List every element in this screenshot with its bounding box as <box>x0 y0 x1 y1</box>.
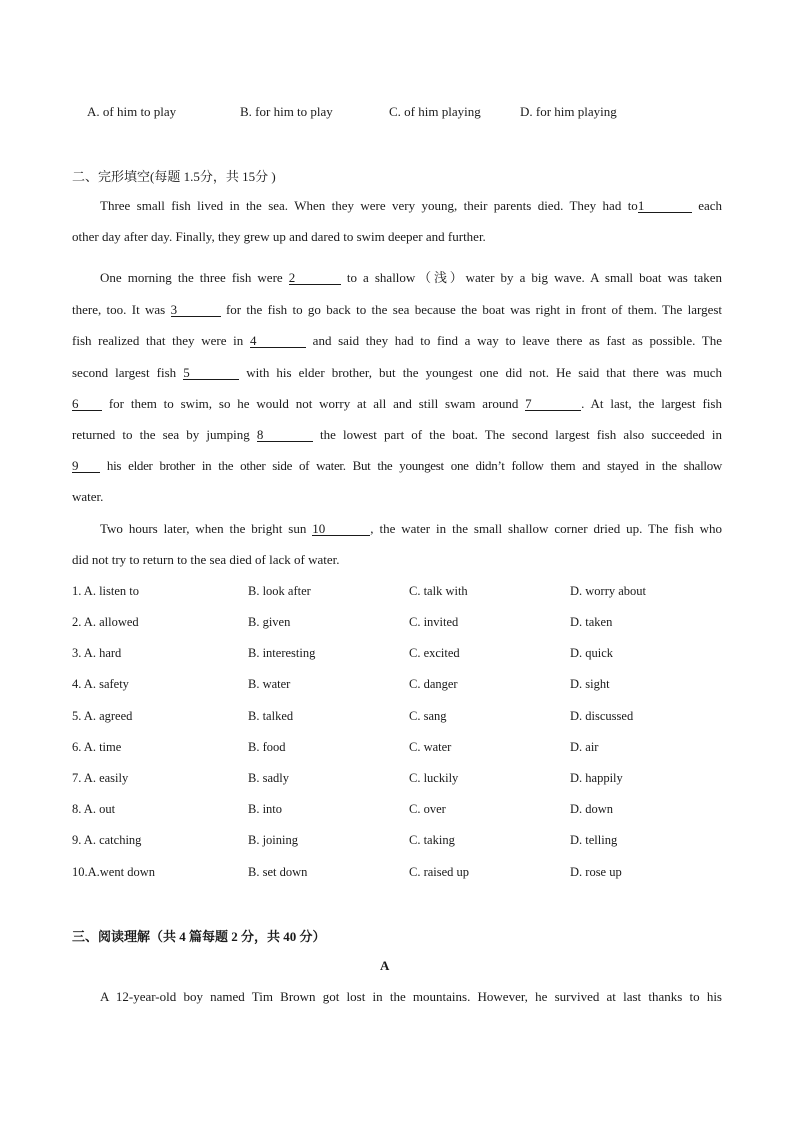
option-b: B. joining <box>248 833 299 847</box>
option-b: B. interesting <box>248 646 316 660</box>
option-b: B. look after <box>248 584 311 598</box>
text-run: fish realized that they were in <box>72 333 244 348</box>
paragraph-line <box>72 267 722 286</box>
paragraph-line <box>72 198 722 214</box>
option-a: 7. A. easily <box>72 771 129 785</box>
paragraph-line <box>72 427 722 443</box>
option-c: C. excited <box>409 646 460 660</box>
blank-5: 5 <box>183 366 239 380</box>
text-run: Two hours later, when the bright sun <box>100 521 307 536</box>
paragraph-line: water. <box>72 489 104 504</box>
text-run: his elder brother in the other side of water. But the youngest one didn’t follow them and stayed in the shallow <box>106 458 722 473</box>
option-d: D. air <box>570 740 599 754</box>
option-d: D. discussed <box>570 709 634 723</box>
option-d: D. quick <box>570 646 614 660</box>
option-c: C. over <box>409 802 446 816</box>
option-c: C. talk with <box>409 584 468 598</box>
text-run: there, too. It was <box>72 302 166 317</box>
option-c: C. sang <box>409 709 447 723</box>
text-run: the lowest part of the boat. The second largest fish also succeeded in <box>319 427 723 442</box>
option-d: D. telling <box>570 833 618 847</box>
paragraph-line <box>72 365 722 381</box>
option-a: 3. A. hard <box>72 646 122 660</box>
option-d: D. down <box>570 802 614 816</box>
blank-10: 10 <box>312 522 370 536</box>
paragraph-line <box>72 521 722 537</box>
text-run: with his elder brother, but the youngest one did not. He said that there was much <box>246 365 723 380</box>
text-run: each <box>698 198 722 213</box>
text-run: , the water in the small shallow corner dried up. The fish who <box>370 521 723 536</box>
blank-7: 7 <box>525 397 581 411</box>
text-run: to a shallow（浅）water by a big wave. A small boat was taken <box>346 270 723 285</box>
paragraph-line: did not try to return to the sea died of lack of water. <box>72 552 340 567</box>
option-c: C. raised up <box>409 865 470 879</box>
option-d: D. happily <box>570 771 623 785</box>
option-a: 9. A. catching <box>72 833 142 847</box>
option-a: 1. A. listen to <box>72 584 140 598</box>
paragraph-line <box>72 989 722 1005</box>
option-d: D. for him playing <box>520 104 617 119</box>
blank-2: 2 <box>289 271 341 285</box>
blank-4: 4 <box>250 334 306 348</box>
option-b: B. set down <box>248 865 308 879</box>
option-b: B. talked <box>248 709 294 723</box>
option-b: B. given <box>248 615 291 629</box>
passage-title: A <box>380 958 390 973</box>
blank-9: 9 <box>72 459 100 473</box>
paragraph-line <box>72 458 722 474</box>
text-run: A 12-year-old boy named Tim Brown got lost in the mountains. However, he survived at last thanks to his <box>100 989 722 1004</box>
section-heading-cloze: 二、完形填空(每题 1.5分，共 15分 ) <box>72 169 276 184</box>
option-d: D. rose up <box>570 865 622 879</box>
option-b: B. into <box>248 802 283 816</box>
text-run: and said they had to find a way to leave there as fast as possible. The <box>312 333 723 348</box>
option-d: D. worry about <box>570 584 647 598</box>
paragraph-line: other day after day. Finally, they grew up and dared to swim deeper and further. <box>72 229 486 244</box>
option-a: 2. A. allowed <box>72 615 139 629</box>
option-b: B. sadly <box>248 771 289 785</box>
option-d: D. taken <box>570 615 613 629</box>
option-a: 10.A.went down <box>72 865 155 879</box>
option-b: B. for him to play <box>240 104 333 119</box>
blank-1: 1 <box>638 199 692 213</box>
text-run: second largest fish <box>72 365 177 380</box>
text-run: for the fish to go back to the sea because the boat was right in front of them. The largest <box>225 302 723 317</box>
option-c: C. danger <box>409 677 458 691</box>
option-a: 5. A. agreed <box>72 709 133 723</box>
text-run: returned to the sea by jumping <box>72 427 250 442</box>
option-b: B. water <box>248 677 291 691</box>
paragraph-line <box>72 333 722 349</box>
option-a: 6. A. time <box>72 740 122 754</box>
option-a: 4. A. safety <box>72 677 129 691</box>
option-c: C. of him playing <box>389 104 481 119</box>
blank-8: 8 <box>257 428 313 442</box>
text-run: One morning the three fish were <box>100 270 283 285</box>
option-b: B. food <box>248 740 286 754</box>
option-c: C. invited <box>409 615 459 629</box>
blank-6: 6 <box>72 397 102 411</box>
blank-3: 3 <box>171 303 221 317</box>
option-d: D. sight <box>570 677 610 691</box>
paragraph-line <box>72 396 722 412</box>
section-heading-reading: 三、阅读理解（共 4 篇每题 2 分，共 40 分） <box>72 929 326 944</box>
text-run: for them to swim, so he would not worry at all and still swam around <box>108 396 519 411</box>
option-c: C. taking <box>409 833 455 847</box>
option-a: 8. A. out <box>72 802 116 816</box>
paragraph-line <box>72 302 722 318</box>
text-run: Three small fish lived in the sea. When they were very young, their parents died. They had to <box>100 198 638 213</box>
text-run: . At last, the largest fish <box>581 396 722 411</box>
option-c: C. luckily <box>409 771 459 785</box>
option-c: C. water <box>409 740 452 754</box>
option-a: A. of him to play <box>87 104 177 119</box>
